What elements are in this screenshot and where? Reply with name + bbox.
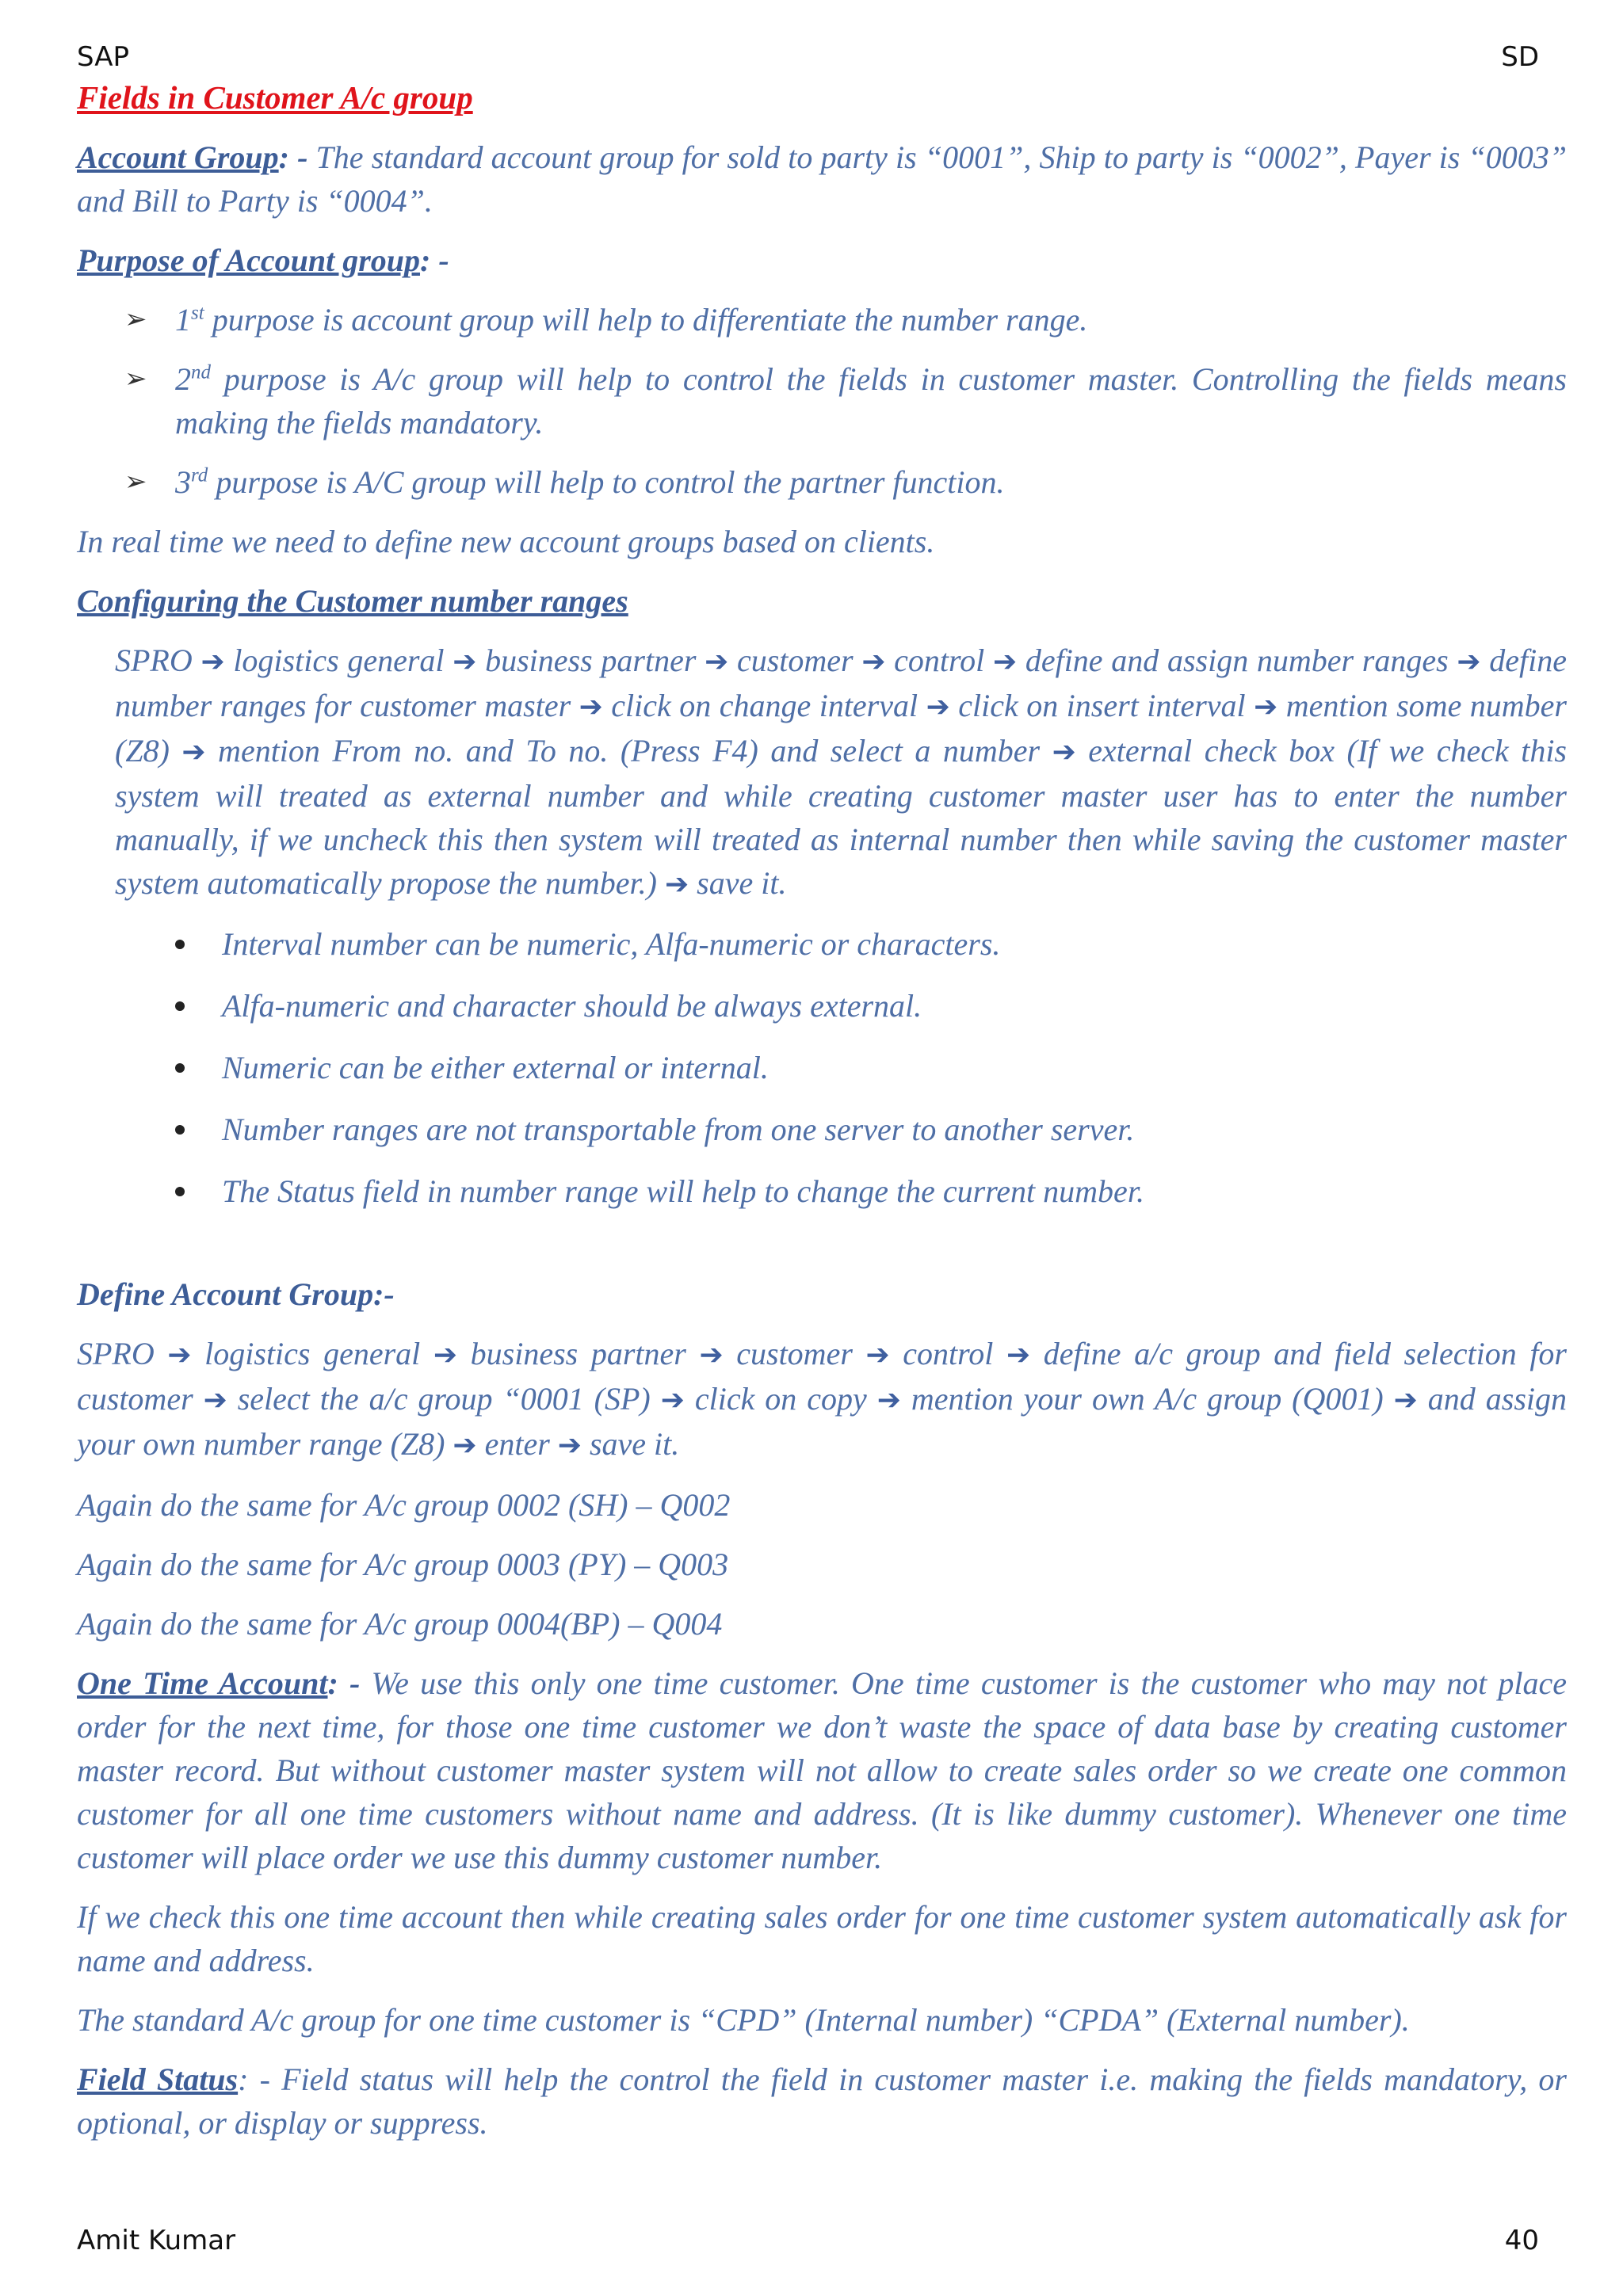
list-item xyxy=(77,922,1567,966)
field-status-text: Field status will help the control the field in customer master i.e. making the fields mandatory, or optional, or display or suppress. xyxy=(77,2061,1567,2141)
right-arrow-icon: ➔ xyxy=(664,868,689,901)
right-arrow-icon: ➔ xyxy=(926,691,950,723)
path-step: click on change interval xyxy=(602,688,926,723)
path-step: select the a/c group “0001 (SP) xyxy=(227,1381,661,1417)
path-step: control xyxy=(885,643,993,678)
number-ranges-heading-label: Configuring the Customer number ranges xyxy=(77,583,628,619)
field-status-paragraph xyxy=(77,2058,1567,2145)
purpose-sup: rd xyxy=(191,464,208,486)
path-step: SPRO xyxy=(77,1336,168,1371)
path-step: click on insert interval xyxy=(949,688,1254,723)
path-step: logistics general xyxy=(191,1336,433,1371)
footer-left: Amit Kumar xyxy=(77,2225,236,2256)
bullet-dot-icon xyxy=(175,1125,185,1135)
right-arrow-icon: ➔ xyxy=(203,1384,227,1417)
spacer xyxy=(77,1231,1567,1272)
path-step: save it. xyxy=(689,865,787,901)
list-item xyxy=(77,357,1567,444)
list-item xyxy=(77,984,1567,1028)
header-right: SD xyxy=(1501,41,1539,73)
path-step: mention From no. and To no. (Press F4) and select a number xyxy=(205,733,1052,769)
purpose-after-text: In real time we need to define new account groups based on clients. xyxy=(77,524,935,559)
account-group-text: The standard account group for sold to party is “0001”, Ship to party is “0002”, Payer is “0003” and Bill to Party is “0004”. xyxy=(77,139,1567,219)
path-step: customer xyxy=(723,1336,866,1371)
right-arrow-icon: ➔ xyxy=(167,1339,192,1371)
list-item xyxy=(77,460,1567,504)
path-step: define number ranges for customer master xyxy=(115,643,1568,723)
one-time-text: We use this only one time customer. One time customer is the customer who may not place order for the next time, for those one time customer we don’t waste the space of data base by creating customer master record. But without customer master system will not allow to create sales order so we create one common customer for all one time customers without name and address. (It is like dummy customer). Whenever one time customer will place order we use this dummy customer number. xyxy=(77,1665,1568,1875)
right-arrow-icon: ➔ xyxy=(1052,736,1076,769)
page-title: Fields in Customer A/c group xyxy=(77,79,473,116)
path-step: business partner xyxy=(457,1336,700,1371)
purpose-num: 2 xyxy=(175,361,191,397)
list-item xyxy=(77,1046,1567,1089)
chevron-right-icon: ➢ xyxy=(124,303,147,335)
number-ranges-bullets xyxy=(77,922,1567,1213)
page-number: 40 xyxy=(1504,2225,1539,2256)
chevron-right-icon: ➢ xyxy=(124,363,147,395)
right-arrow-icon: ➔ xyxy=(699,1339,724,1371)
right-arrow-icon: ➔ xyxy=(1393,1384,1418,1417)
bullet-text: Interval number can be numeric, Alfa-numeric or characters. xyxy=(222,926,1001,962)
path-step: and assign your own number range (Z8) xyxy=(77,1381,1568,1462)
path-step: SPRO xyxy=(115,643,201,678)
right-arrow-icon: ➔ xyxy=(200,646,225,678)
path-step: define and assign number ranges xyxy=(1017,643,1457,678)
bullet-dot-icon xyxy=(175,940,185,949)
bullet-text: Number ranges are not transportable from one server to another server. xyxy=(222,1112,1135,1147)
bullet-dot-icon xyxy=(175,1063,185,1073)
list-item xyxy=(77,1169,1567,1213)
field-status-label: Field Status xyxy=(77,2061,239,2097)
right-arrow-icon: ➔ xyxy=(1006,1339,1031,1371)
purpose-sup: st xyxy=(191,302,204,324)
account-group-paragraph xyxy=(77,135,1567,223)
path-step: control xyxy=(889,1336,1006,1371)
path-step: save it. xyxy=(581,1426,680,1462)
bullet-dot-icon xyxy=(175,1187,185,1196)
purpose-num: 3 xyxy=(175,464,191,500)
define-group-heading xyxy=(77,1272,1567,1316)
bullet-text: Numeric can be either external or internal. xyxy=(222,1050,769,1085)
right-arrow-icon: ➔ xyxy=(453,646,477,678)
list-item xyxy=(77,1108,1567,1151)
define-group-line: Again do the same for A/c group 0004(BP) – Q004 xyxy=(77,1606,723,1642)
right-arrow-icon: ➔ xyxy=(865,1339,890,1371)
number-ranges-path xyxy=(77,639,1567,906)
path-step: external check box (If we check this system will treated as external number and while creating customer master user has to enter the number manually, if we uncheck this then system will treated as internal number then while saving the customer master system automatically propose the number.) xyxy=(115,733,1568,901)
purpose-heading-sep: : - xyxy=(420,242,449,278)
one-time-sep: : - xyxy=(327,1665,372,1701)
purpose-heading xyxy=(77,238,1567,282)
one-time-paragraph-3: The standard A/c group for one time customer is “CPD” (Internal number) “CPDA” (External number). xyxy=(77,2002,1410,2038)
one-time-label: One Time Account xyxy=(77,1665,328,1701)
path-step: logistics general xyxy=(224,643,453,678)
right-arrow-icon: ➔ xyxy=(861,646,886,678)
define-group-heading-label: Define Account Group:- xyxy=(77,1276,395,1312)
purpose-text: purpose is A/c group will help to control the fields in customer master. Controlling the fields means making the fields mandatory. xyxy=(175,361,1567,441)
bullet-text: Alfa-numeric and character should be always external. xyxy=(222,988,922,1024)
right-arrow-icon: ➔ xyxy=(705,646,729,678)
purpose-text: purpose is A/C group will help to control the partner function. xyxy=(208,464,1005,500)
define-group-line: Again do the same for A/c group 0002 (SH) – Q002 xyxy=(77,1487,731,1523)
right-arrow-icon: ➔ xyxy=(1457,646,1481,678)
path-step: mention your own A/c group (Q001) xyxy=(900,1381,1394,1417)
path-step: click on copy xyxy=(684,1381,877,1417)
path-step: enter xyxy=(476,1426,558,1462)
define-group-line: Again do the same for A/c group 0003 (PY) – Q003 xyxy=(77,1547,729,1582)
right-arrow-icon: ➔ xyxy=(1254,691,1278,723)
chevron-right-icon: ➢ xyxy=(124,466,147,498)
right-arrow-icon: ➔ xyxy=(433,1339,458,1371)
right-arrow-icon: ➔ xyxy=(876,1384,901,1417)
purpose-heading-label: Purpose of Account group xyxy=(77,242,421,278)
path-step: business partner xyxy=(476,643,705,678)
number-ranges-heading xyxy=(77,579,1567,623)
path-step: mention some number (Z8) xyxy=(115,688,1568,769)
one-time-paragraph xyxy=(77,1661,1567,1879)
one-time-paragraph-2: If we check this one time account then while creating sales order for one time customer system automatically ask for name and address. xyxy=(77,1899,1567,1978)
bullet-dot-icon xyxy=(175,1001,185,1011)
purpose-text: purpose is account group will help to differentiate the number range. xyxy=(204,302,1088,338)
right-arrow-icon: ➔ xyxy=(660,1384,685,1417)
purpose-sup: nd xyxy=(191,361,211,383)
account-group-label: Account Group xyxy=(77,139,279,175)
path-step: define a/c group and field selection for customer xyxy=(77,1336,1568,1417)
list-item xyxy=(77,298,1567,341)
right-arrow-icon: ➔ xyxy=(579,691,603,723)
right-arrow-icon: ➔ xyxy=(181,736,206,769)
bullet-text: The Status field in number range will help to change the current number. xyxy=(222,1173,1144,1209)
path-step: customer xyxy=(728,643,862,678)
field-status-sep: : - xyxy=(238,2061,282,2097)
header-left: SAP xyxy=(77,41,129,73)
right-arrow-icon: ➔ xyxy=(992,646,1018,678)
purpose-list xyxy=(77,298,1567,504)
purpose-num: 1 xyxy=(175,302,191,338)
define-group-path xyxy=(77,1332,1567,1467)
right-arrow-icon: ➔ xyxy=(453,1429,477,1462)
account-group-sep: : - xyxy=(278,139,316,175)
right-arrow-icon: ➔ xyxy=(557,1429,582,1462)
page-content xyxy=(77,76,1567,2161)
